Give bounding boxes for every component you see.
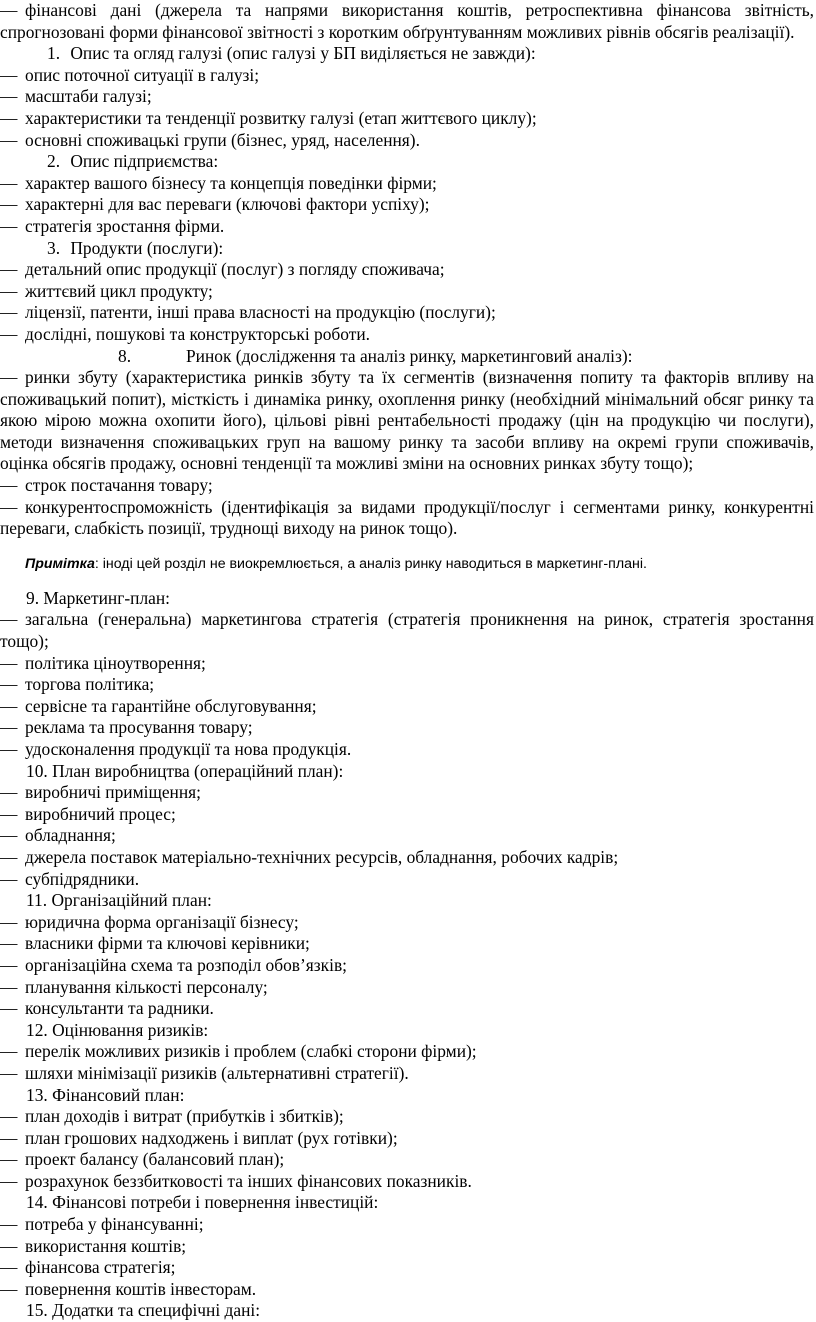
- section-10-heading: 10. План виробництва (операційний план):: [26, 760, 344, 781]
- list-item: — опис поточної ситуації в галузі;: [0, 64, 260, 85]
- section-11-heading: 11. Організаційний план:: [26, 890, 212, 911]
- list-item: — стратегія зростання фірми.: [0, 215, 225, 236]
- section-13-heading: 13. Фінансовий план:: [26, 1084, 185, 1105]
- list-item: — проект балансу (балансовий план);: [0, 1149, 285, 1170]
- list-dash: —: [0, 1235, 18, 1256]
- list-item: — обладнання;: [0, 825, 116, 846]
- list-item: — масштаби галузі;: [0, 86, 152, 107]
- list-dash: —: [0, 280, 18, 301]
- list-item: — основні споживацькі групи (бізнес, уряд, населення).: [0, 129, 420, 150]
- list-dash: —: [0, 64, 18, 85]
- list-item: — реклама та просування товару;: [0, 717, 253, 738]
- section-3-heading: 3. Продукти (послуги):: [47, 237, 224, 258]
- list-dash: —: [0, 1062, 18, 1083]
- section-14-heading: 14. Фінансові потреби і повернення інвестицій:: [26, 1192, 379, 1213]
- list-dash: —: [0, 1149, 18, 1170]
- list-dash: —: [0, 0, 18, 20]
- list-dash: —: [0, 86, 18, 107]
- list-dash: —: [0, 825, 18, 846]
- list-dash: —: [0, 954, 18, 975]
- section-9-heading: 9. Маркетинг-план:: [26, 587, 170, 608]
- list-dash: —: [0, 782, 18, 803]
- list-dash: —: [0, 367, 18, 388]
- list-dash: —: [0, 933, 18, 954]
- list-item: — власники фірми та ключові керівники;: [0, 933, 310, 954]
- list-item: — удосконалення продукції та нова продукція.: [0, 739, 352, 759]
- list-dash: —: [0, 998, 18, 1019]
- list-dash: —: [0, 911, 18, 932]
- list-dash: —: [0, 323, 18, 344]
- list-item: — політика ціноутворення;: [0, 652, 206, 673]
- note-label: Примітка: [25, 555, 95, 572]
- list-item: — характер вашого бізнесу та концепція поведінки фірми;: [0, 172, 437, 193]
- list-dash: —: [0, 1214, 18, 1235]
- list-item: — розрахунок беззбитковості та інших фінансових показників.: [0, 1170, 472, 1191]
- list-dash: —: [0, 475, 18, 496]
- list-dash: —: [0, 695, 18, 716]
- list-item: — використання коштів;: [0, 1235, 187, 1256]
- list-dash: —: [0, 302, 18, 323]
- list-dash: —: [0, 1127, 18, 1148]
- list-item: — загальна (генеральна) маркетингова стратегія (стратегія проникнення на ринок, стратегія зростання тощо);: [0, 609, 814, 652]
- list-item: — життєвий цикл продукту;: [0, 280, 213, 301]
- list-dash: —: [0, 1041, 18, 1062]
- list-item: — субпідрядники.: [0, 868, 140, 889]
- list-item: — конкурентоспроможність (ідентифікація за видами продукції/послуг і сегментами ринку, конкурентні переваги, слабкість позиції, труднощі виходу на ринок тощо).: [0, 496, 814, 539]
- list-dash: —: [0, 129, 18, 150]
- intro-paragraph: — фінансові дані (джерела та напрями використання коштів, ретроспективна фінансова звітність, спрогнозовані форми фінансової звітності з коротким обґрунтуванням можливих рівнів обсягів реалізації).: [0, 0, 814, 42]
- list-item: — ринки збуту (характеристика ринків збуту та їх сегментів (визначення попиту та факторів впливу на споживацький попит), місткість і динаміка ринку, охоплення ринку (необхідний мінімальний обсяг ринку та якою мірою можна охопити його), цільові рівні рентабельності продажу (цін на продукцію чи послуги), методи визначення споживацьких груп на вашому ринку та засоби впливу на окремі групи споживачів, оцінка обсягів продажу, основні тенденції та можливі зміни на основних ринках збуту тощо);: [0, 367, 814, 474]
- section-12-heading: 12. Оцінювання ризиків:: [26, 1019, 209, 1040]
- list-dash: —: [0, 717, 18, 738]
- list-dash: —: [0, 496, 18, 517]
- list-dash: —: [0, 846, 18, 867]
- list-item: — детальний опис продукції (послуг) з погляду споживача;: [0, 259, 445, 280]
- list-dash: —: [0, 803, 18, 824]
- list-item: — план грошових надходжень і виплат (рух готівки);: [0, 1127, 398, 1148]
- list-dash: —: [0, 107, 18, 128]
- list-item: — дослідні, пошукові та конструкторські роботи.: [0, 323, 370, 344]
- section-1-heading: 1. Опис та огляд галузі (опис галузі у БП виділяється не завжди):: [47, 43, 536, 64]
- list-item: — юридична форма організації бізнесу;: [0, 911, 299, 932]
- list-item: — джерела поставок матеріально-технічних ресурсів, обладнання, робочих кадрів;: [0, 846, 619, 867]
- list-item: — потреба у фінансуванні;: [0, 1214, 204, 1235]
- list-dash: —: [0, 215, 18, 236]
- list-dash: —: [0, 1170, 18, 1191]
- list-item: — ліцензії, патенти, інші права власності на продукцію (послуги);: [0, 302, 496, 323]
- list-dash: —: [0, 1257, 18, 1278]
- list-dash: —: [0, 674, 18, 695]
- list-dash: —: [0, 609, 18, 630]
- list-dash: —: [0, 1278, 18, 1299]
- list-item: — строк постачання товару;: [0, 475, 213, 496]
- list-dash: —: [0, 259, 18, 280]
- list-item: — виробничі приміщення;: [0, 782, 201, 803]
- note-paragraph: [25, 555, 814, 573]
- list-item: — характерні для вас переваги (ключові фактори успіху);: [0, 194, 430, 215]
- list-dash: —: [0, 1106, 18, 1127]
- list-item: — шляхи мінімізації ризиків (альтернативні стратегії).: [0, 1062, 409, 1083]
- section-2-heading: 2. Опис підприємства:: [47, 151, 219, 172]
- list-dash: —: [0, 194, 18, 215]
- list-item: — фінансова стратегія;: [0, 1257, 176, 1278]
- section-8-heading: 8. Ринок (дослідження та аналіз ринку, маркетинговий аналіз):: [118, 345, 633, 366]
- section-15-heading: 15. Додатки та специфічні дані:: [26, 1300, 261, 1321]
- list-dash: —: [0, 172, 18, 193]
- list-item: — повернення коштів інвесторам.: [0, 1278, 257, 1299]
- list-item: — виробничий процес;: [0, 803, 176, 824]
- list-item: — характеристики та тенденції розвитку галузі (етап життєвого циклу);: [0, 107, 537, 128]
- list-item: — організаційна схема та розподіл обов’язків;: [0, 954, 347, 975]
- note-text: : іноді цей розділ не виокремлюється, а аналіз ринку наводиться в маркетинг-плані.: [94, 555, 647, 572]
- list-dash: —: [0, 652, 18, 673]
- list-item: — перелік можливих ризиків і проблем (слабкі сторони фірми);: [0, 1041, 477, 1062]
- list-item: — сервісне та гарантійне обслуговування;: [0, 695, 317, 716]
- list-item: — план доходів і витрат (прибутків і збитків);: [0, 1106, 344, 1127]
- list-dash: —: [0, 739, 18, 759]
- list-dash: —: [0, 976, 18, 997]
- list-item: — консультанти та радники.: [0, 998, 214, 1019]
- list-item: — планування кількості персоналу;: [0, 976, 268, 997]
- list-item: — торгова політика;: [0, 674, 155, 695]
- list-dash: —: [0, 868, 18, 889]
